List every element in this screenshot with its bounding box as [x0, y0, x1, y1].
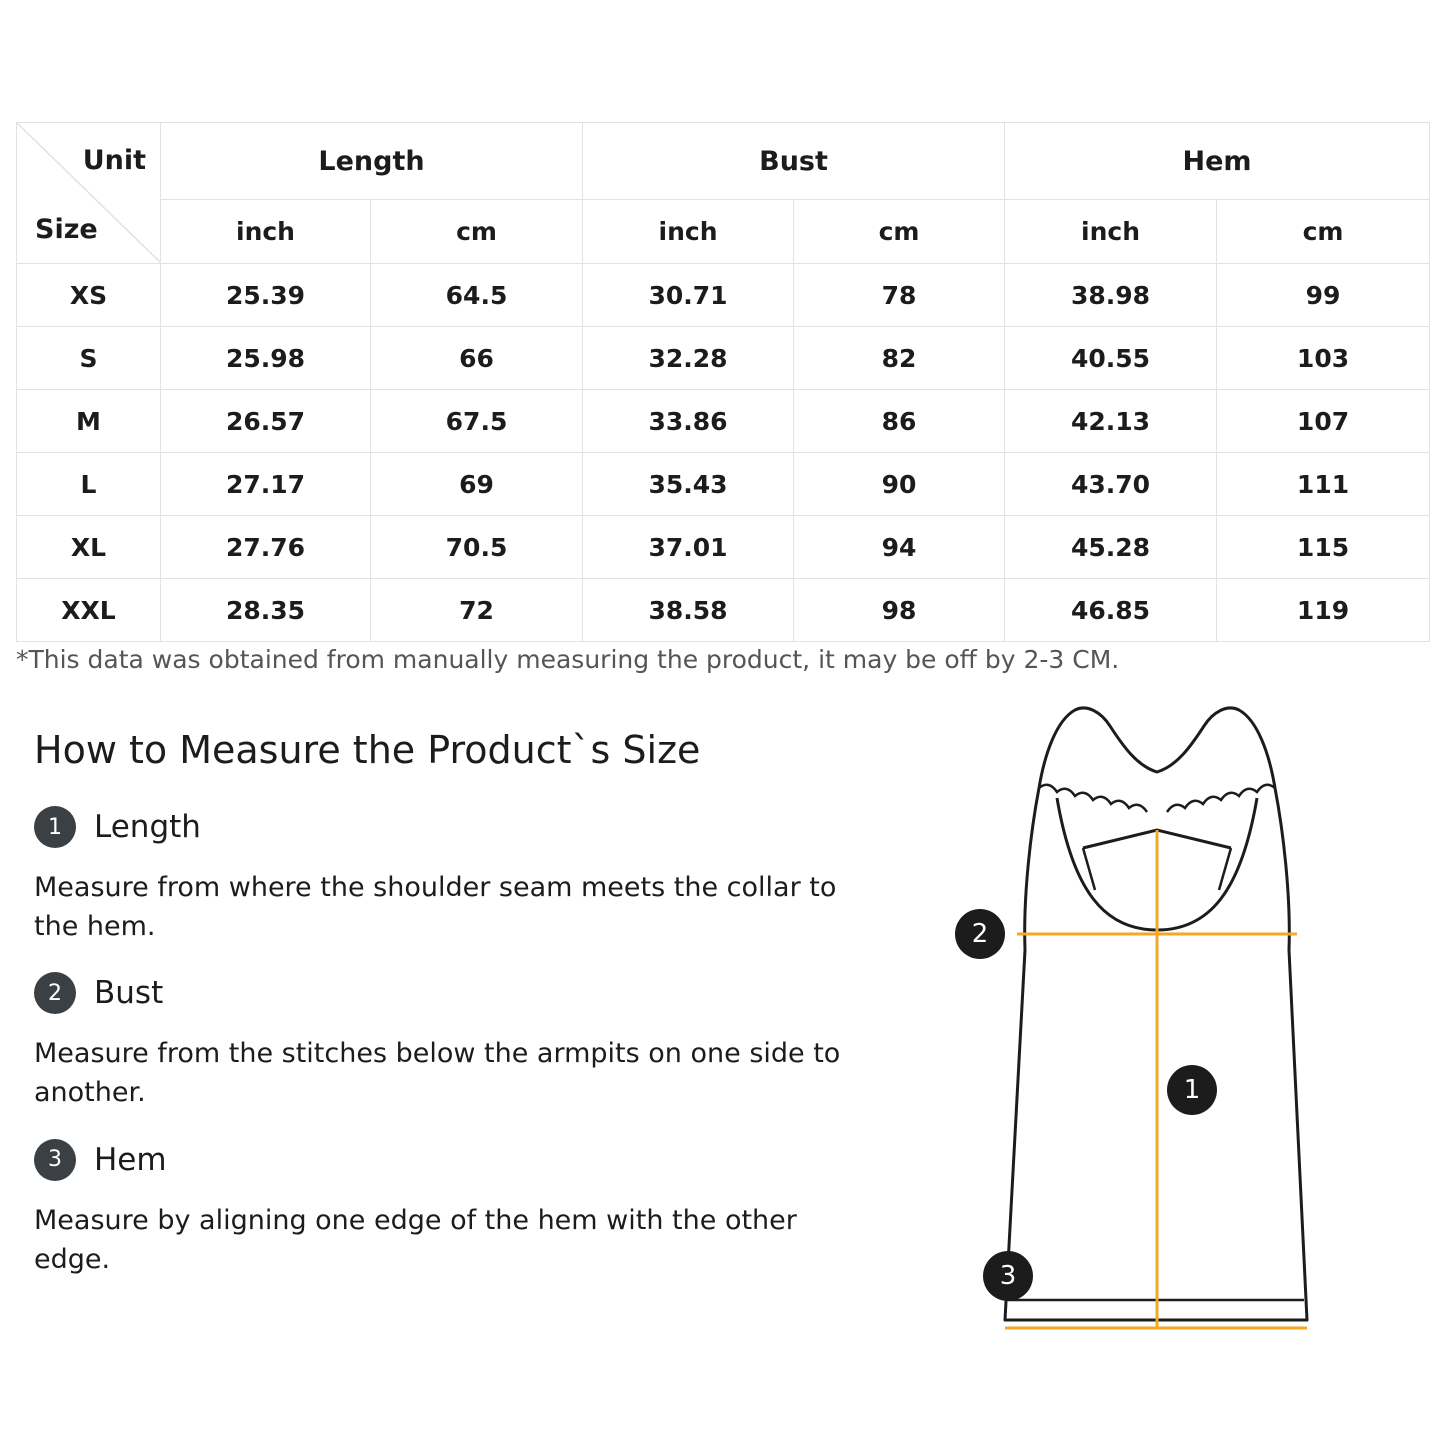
cell-m-bust-cm: 86 [794, 390, 1005, 453]
cell-s-length-inch: 25.98 [161, 327, 371, 390]
how-to-measure-section [34, 728, 864, 1289]
cell-s-length-cm: 66 [371, 327, 583, 390]
unit-label: Unit [82, 145, 146, 176]
step-title-bust: Bust [94, 975, 164, 1012]
cell-m-hem-cm: 107 [1217, 390, 1430, 453]
diagram-marker-2-bust: 2 [955, 909, 1005, 959]
cell-xs-length-inch: 25.39 [161, 264, 371, 327]
cell-xs-hem-inch: 38.98 [1005, 264, 1217, 327]
garment-diagram [905, 680, 1425, 1390]
step-title-length: Length [94, 809, 201, 845]
cell-l-length-inch: 27.17 [161, 453, 371, 516]
cell-s-hem-inch: 40.55 [1005, 327, 1217, 390]
step-number-badge-1: 1 [34, 806, 76, 848]
cell-xl-bust-inch: 37.01 [583, 516, 794, 579]
cell-l-hem-cm: 111 [1217, 453, 1430, 516]
row-size-l: L [17, 453, 161, 516]
table-row [17, 516, 1430, 579]
cell-s-hem-cm: 103 [1217, 327, 1430, 390]
cell-xs-bust-inch: 30.71 [583, 264, 794, 327]
dress-illustration [905, 680, 1425, 1390]
size-chart-table-container [16, 122, 1429, 642]
table-header-row-units [17, 200, 1430, 264]
cell-m-hem-inch: 42.13 [1005, 390, 1217, 453]
cell-s-bust-cm: 82 [794, 327, 1005, 390]
step-body-bust: Measure from the stitches below the armpits on one side to another. [34, 1038, 841, 1109]
cell-xxl-bust-inch: 38.58 [583, 579, 794, 642]
size-label: Size [35, 214, 98, 245]
size-chart-table [16, 122, 1430, 642]
column-group-length: Length [161, 123, 583, 200]
step-header-length [34, 806, 864, 848]
cell-m-length-cm: 67.5 [371, 390, 583, 453]
table-row [17, 390, 1430, 453]
cell-s-bust-inch: 32.28 [583, 327, 794, 390]
subheader-bust-cm: cm [794, 200, 1005, 264]
step-body-length: Measure from where the shoulder seam meets the collar to the hem. [34, 872, 837, 943]
table-row [17, 327, 1430, 390]
cell-xl-bust-cm: 94 [794, 516, 1005, 579]
cell-xxl-length-inch: 28.35 [161, 579, 371, 642]
column-group-bust: Bust [583, 123, 1005, 200]
cell-xxl-bust-cm: 98 [794, 579, 1005, 642]
subheader-hem-inch: inch [1005, 200, 1217, 264]
step-number-badge-2: 2 [34, 972, 76, 1014]
cell-m-length-inch: 26.57 [161, 390, 371, 453]
cell-l-length-cm: 69 [371, 453, 583, 516]
table-header-row-groups [17, 123, 1430, 200]
step-body-hem: Measure by aligning one edge of the hem with the other edge. [34, 1204, 797, 1275]
cell-xl-length-cm: 70.5 [371, 516, 583, 579]
cell-xs-bust-cm: 78 [794, 264, 1005, 327]
table-row [17, 453, 1430, 516]
subheader-length-cm: cm [371, 200, 583, 264]
row-size-s: S [17, 327, 161, 390]
row-size-xxl: XXL [17, 579, 161, 642]
cell-xxl-hem-inch: 46.85 [1005, 579, 1217, 642]
diagram-marker-3-hem: 3 [983, 1251, 1033, 1301]
table-corner-cell [17, 123, 161, 264]
diagram-marker-1-length: 1 [1167, 1065, 1217, 1115]
cell-m-bust-inch: 33.86 [583, 390, 794, 453]
cell-xs-length-cm: 64.5 [371, 264, 583, 327]
step-header-bust [34, 972, 864, 1014]
step-number-badge-3: 3 [34, 1139, 76, 1181]
subheader-hem-cm: cm [1217, 200, 1430, 264]
row-size-m: M [17, 390, 161, 453]
subheader-bust-inch: inch [583, 200, 794, 264]
cell-l-bust-inch: 35.43 [583, 453, 794, 516]
table-row [17, 579, 1430, 642]
step-header-hem [34, 1139, 864, 1181]
cell-l-bust-cm: 90 [794, 453, 1005, 516]
measurement-disclaimer: *This data was obtained from manually measuring the product, it may be off by 2-3 CM. [16, 645, 1120, 674]
cell-xl-length-inch: 27.76 [161, 516, 371, 579]
step-title-hem: Hem [94, 1141, 167, 1178]
table-row [17, 264, 1430, 327]
cell-xxl-hem-cm: 119 [1217, 579, 1430, 642]
how-to-measure-title: How to Measure the Product`s Size [34, 728, 701, 772]
row-size-xs: XS [17, 264, 161, 327]
column-group-hem: Hem [1005, 123, 1430, 200]
cell-xs-hem-cm: 99 [1217, 264, 1430, 327]
subheader-length-inch: inch [161, 200, 371, 264]
cell-xxl-length-cm: 72 [371, 579, 583, 642]
cell-xl-hem-inch: 45.28 [1005, 516, 1217, 579]
row-size-xl: XL [17, 516, 161, 579]
cell-xl-hem-cm: 115 [1217, 516, 1430, 579]
cell-l-hem-inch: 43.70 [1005, 453, 1217, 516]
